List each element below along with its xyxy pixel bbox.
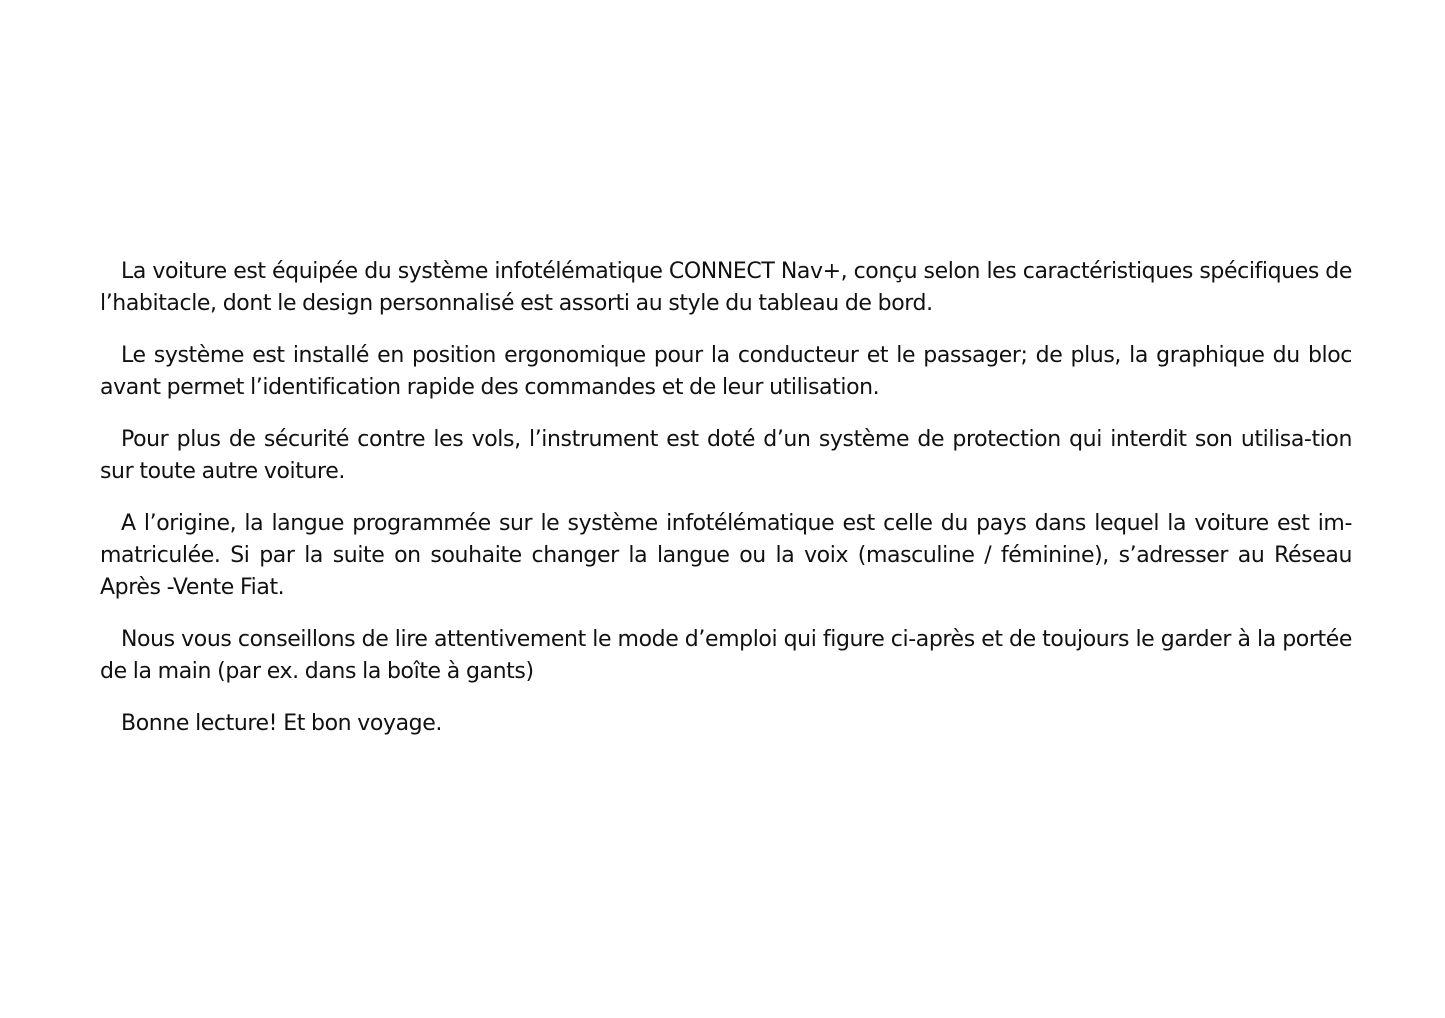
paragraph-ergonomics: Le système est installé en position ergonomique pour la conducteur et le passager; de plus, la graphique du bloc avant permet l’identification rapide des commandes et de leur utilisation. — [100, 343, 1352, 400]
paragraph-security: Pour plus de sécurité contre les vols, l’instrument est doté d’un système de protection qui interdit son utilisa-tion sur toute autre voiture. — [100, 427, 1352, 484]
body-text — [100, 256, 1352, 760]
paragraph-language: A l’origine, la langue programmée sur le système infotélématique est celle du pays dans lequel la voiture est im-matriculée. Si par la suite on souhaite changer la langue ou la voix (masculine / féminine), s’adresser au Réseau Après -Vente Fiat. — [100, 511, 1352, 600]
paragraph-intro: La voiture est équipée du système infotélématique CONNECT Nav+, conçu selon les caractéristiques spécifiques de l’habitacle, dont le design personnalisé est assorti au style du tableau de bord. — [100, 259, 1352, 316]
paragraph-closing: Bonne lecture! Et bon voyage. — [121, 711, 442, 736]
paragraph-advice: Nous vous conseillons de lire attentivement le mode d’emploi qui figure ci-après et de toujours le garder à la portée de la main (par ex. dans la boîte à gants) — [100, 627, 1352, 684]
